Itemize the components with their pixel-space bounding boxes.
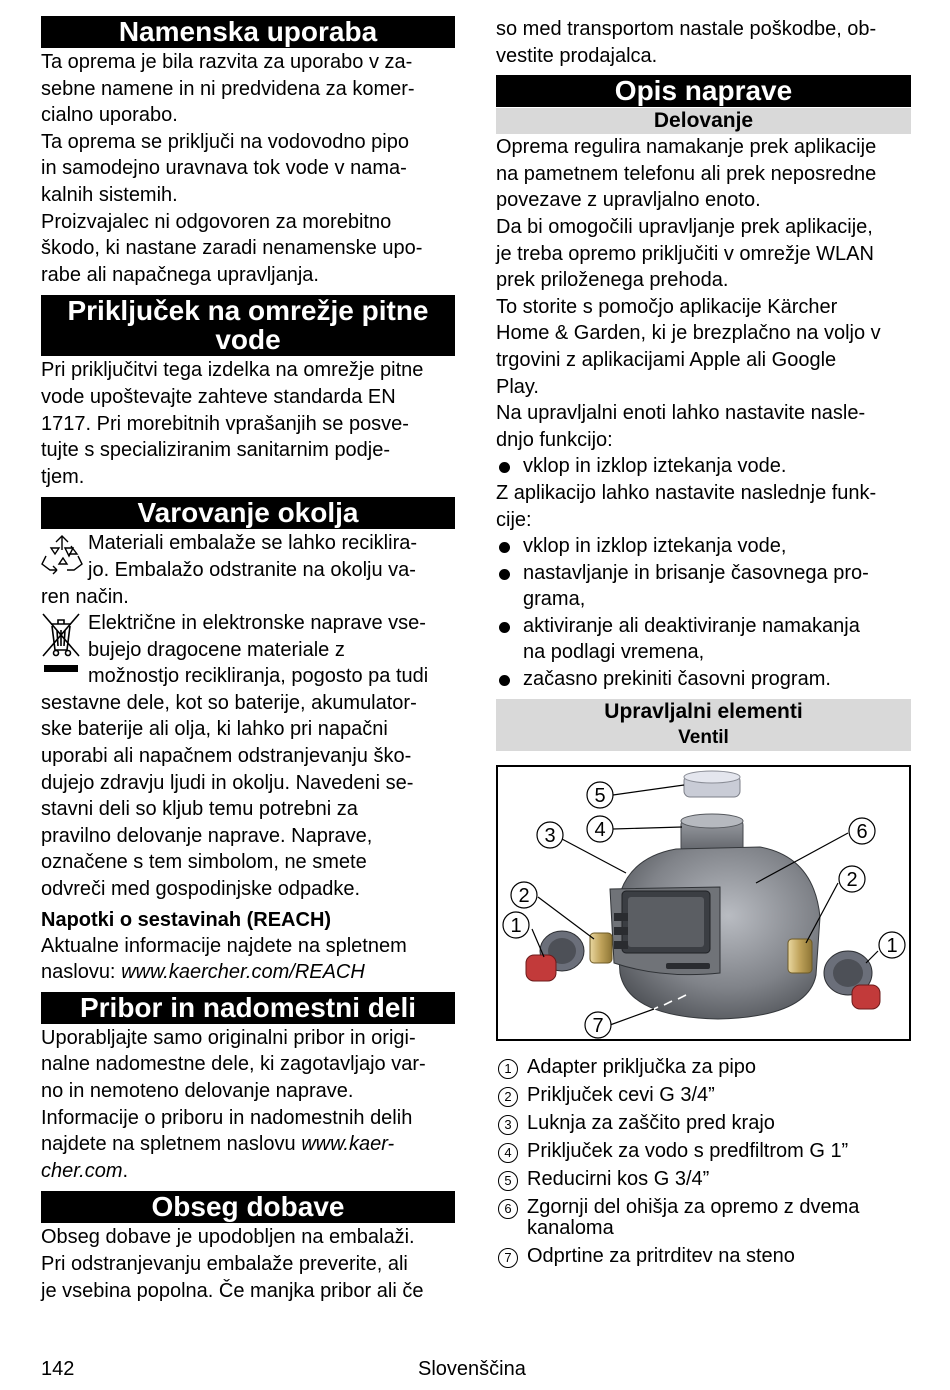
legend-number: 5	[498, 1171, 518, 1191]
text-line: tujte s specializiranim sanitarnim podje-	[41, 439, 391, 462]
text-line: Obseg dobave je upodobljen na embalaži.	[41, 1226, 415, 1249]
section-title-device-description: Opis naprave	[496, 75, 911, 107]
callout-label: 7	[592, 1014, 604, 1037]
text-line: Materiali embalaže se lahko reciklira-	[88, 532, 418, 555]
text-line: na pametnem telefonu ali prek neposredne	[496, 162, 877, 185]
bullet-icon	[499, 675, 510, 686]
text-line: cialno uporabo.	[41, 104, 178, 127]
text-line: rabe ali napačnega upravljanja.	[41, 263, 319, 286]
legend-text: Zgornji del ohišja za opremo z dvema kanaloma	[527, 1195, 860, 1239]
weee-note	[41, 610, 455, 690]
text-line: tjem.	[41, 465, 85, 488]
legend-text: Priključek za vodo s predfiltrom G 1”	[527, 1139, 849, 1162]
callout-1-left	[503, 912, 529, 938]
housing	[610, 847, 820, 1019]
list-item-text: vklop in izklop iztekanja vode.	[523, 455, 787, 478]
drinking-water-text	[41, 357, 455, 490]
legend-text: Odprtine za pritrditev na steno	[527, 1244, 795, 1267]
text-line: stavni deli so kljub temu potrebni za	[41, 798, 358, 821]
kaercher-link-part2[interactable]: cher.com	[41, 1159, 123, 1182]
text-line: dnjo funkcijo:	[496, 428, 613, 451]
legend-text: Luknja za zaščito pred krajo	[527, 1111, 775, 1134]
list-item	[496, 666, 911, 693]
callout-5	[587, 782, 613, 808]
app-functions	[496, 533, 911, 693]
list-item-text: vklop in izklop iztekanja vode,	[523, 535, 787, 558]
text-fragment: .	[122, 1159, 129, 1182]
left-connector	[526, 931, 612, 981]
section-title-environment: Varovanje okolja	[41, 497, 455, 529]
text-line: trgovini z aplikacijami Apple ali Google	[496, 348, 837, 371]
left-column	[41, 16, 455, 1304]
callout-3	[537, 822, 563, 848]
subsection-title-operation: Delovanje	[496, 108, 911, 134]
crossed-bin-icon	[41, 612, 81, 678]
callout-label: 1	[886, 934, 898, 957]
text-line: so med transportom nastale poškodbe, ob-	[496, 18, 877, 40]
language-label: Slovenščina	[418, 1358, 526, 1380]
text-line: To storite s pomočjo aplikacije Kärcher	[496, 295, 838, 318]
bullet-icon	[499, 622, 510, 633]
legend-number: 6	[498, 1199, 518, 1219]
section-title-drinking-water	[41, 295, 455, 356]
section-title-scope-of-delivery: Obseg dobave	[41, 1191, 455, 1223]
list-item	[496, 533, 911, 560]
callout-7	[585, 1012, 611, 1038]
control-unit-functions	[496, 453, 911, 480]
text-line: Na upravljalni enoti lahko nastavite nasle-	[496, 402, 866, 425]
text-line: ren način.	[41, 585, 129, 608]
intended-use-text	[41, 49, 455, 288]
legend-text: Priključek cevi G 3/4”	[527, 1083, 715, 1106]
accessories-url-line	[41, 1131, 455, 1158]
text-line: Oprema regulira namakanje prek aplikacije	[496, 136, 877, 159]
legend-number: 1	[498, 1059, 518, 1079]
page-number: 142	[41, 1358, 75, 1380]
text-line: Informacije o priboru in nadomestnih delih	[41, 1106, 413, 1129]
recycle-icon	[41, 534, 83, 576]
text-line: je vsebina popolna. Če manjka pribor ali če	[41, 1279, 424, 1302]
legend-item	[496, 1113, 911, 1134]
text-line: uporabi ali napačnem odstranjevanju ško-	[41, 745, 412, 768]
text-fragment: najdete na spletnem naslovu	[41, 1133, 302, 1156]
legend-number: 2	[498, 1087, 518, 1107]
text-line: vode upoštevajte zahteve standarda EN	[41, 385, 396, 408]
section-title-accessories: Pribor in nadomestni deli	[41, 992, 455, 1024]
reach-url-line	[41, 959, 455, 986]
callout-2-left	[511, 882, 537, 908]
text-line: odvreči med gospodinjske odpadke.	[41, 878, 361, 901]
text-line: Proizvajalec ni odgovoren za morebitno	[41, 210, 392, 233]
title-line: Priključek na omrežje pitne	[67, 295, 429, 327]
text-line: cije:	[496, 508, 532, 531]
text-fragment: naslovu:	[41, 961, 122, 984]
text-line: jo. Embalažo odstranite na okolju va-	[88, 558, 416, 581]
callout-label: 1	[510, 914, 522, 937]
list-item	[496, 453, 911, 480]
text-line: 1717. Pri morebitnih vprašanjih se posve-	[41, 412, 409, 435]
callout-4	[587, 816, 613, 842]
text-line: pravilno delovanje naprave. Naprave,	[41, 824, 373, 847]
bullet-icon	[499, 542, 510, 553]
bullet-icon	[499, 462, 510, 473]
legend-number: 3	[498, 1115, 518, 1135]
text-line: Ta oprema se priključi na vodovodno pipo	[41, 130, 409, 153]
text-line: Pri priključitvi tega izdelka na omrežje pitne	[41, 359, 424, 382]
text-line: kalnih sistemih.	[41, 183, 178, 206]
legend-text: Adapter priključka za pipo	[527, 1055, 757, 1078]
legend-item	[496, 1085, 911, 1106]
reach-heading: Napotki o sestavinah (REACH)	[41, 908, 332, 931]
callout-2-right	[839, 866, 865, 892]
text-line: možnostjo recikliranja, pogosto pa tudi	[88, 665, 429, 688]
callout-label: 2	[846, 868, 858, 891]
text-line: Home & Garden, ki je brezplačno na voljo v	[496, 322, 881, 345]
legend-item	[496, 1057, 911, 1078]
recycle-note	[41, 530, 455, 583]
callout-label: 5	[594, 784, 606, 807]
text-line: škodo, ki nastane zaradi nenamenske upo-	[41, 237, 423, 260]
legend-text: Reducirni kos G 3/4”	[527, 1167, 710, 1190]
text-line: bujejo dragocene materiale z	[88, 638, 345, 661]
text-line: Pri odstranjevanju embalaže preverite, ali	[41, 1252, 408, 1275]
list-item	[496, 613, 911, 666]
legend-number: 7	[498, 1248, 518, 1268]
legend-item	[496, 1141, 911, 1162]
text-line: sestavne dele, kot so baterije, akumulator-	[41, 691, 417, 714]
subsection-title-valve: Ventil	[496, 725, 911, 751]
reducer-part	[684, 771, 740, 797]
right-column	[496, 16, 911, 1274]
text-line: je treba opremo priključiti v omrežje WLAN	[496, 242, 874, 265]
text-line: Uporabljajte samo originalni pribor in origi-	[41, 1026, 416, 1049]
list-item-text: aktiviranje ali deaktiviranje namakanja	[523, 614, 860, 637]
accessories-url-line2	[41, 1158, 455, 1185]
text-line: sebne namene in ni predvidena za komer-	[41, 77, 415, 100]
callout-label: 6	[856, 820, 868, 843]
text-line: povezave z upravljalno enoto.	[496, 189, 761, 212]
text-line: Da bi omogočili upravljanje prek aplikacije,	[496, 215, 873, 238]
text-line: ske baterije ali olja, ki lahko pri napačni	[41, 718, 388, 741]
title-line: vode	[215, 324, 281, 356]
text-line: prek priloženega prehoda.	[496, 269, 729, 292]
text-line: Električne in elektronske naprave vse-	[88, 612, 426, 635]
valve-figure	[496, 765, 911, 1041]
callout-label: 4	[594, 818, 606, 841]
text-line: Z aplikacijo lahko nastavite naslednje funk-	[496, 481, 877, 504]
callout-label: 3	[544, 824, 556, 847]
text-line: Ta oprema je bila razvita za uporabo v za-	[41, 51, 413, 73]
list-item-text: začasno prekiniti časovni program.	[523, 668, 831, 691]
callout-6	[849, 818, 875, 844]
reach-link[interactable]: www.kaercher.com/REACH	[121, 961, 365, 984]
text-line: Aktualne informacije najdete na spletnem	[41, 934, 407, 957]
text-line: in samodejno uravnava tok vode v nama-	[41, 157, 407, 180]
list-item-text: na podlagi vremena,	[523, 641, 705, 664]
bullet-icon	[499, 569, 510, 580]
list-item-text: grama,	[523, 588, 586, 611]
text-line: no in nemoteno delovanje naprave.	[41, 1080, 354, 1102]
text-line: označene s tem simbolom, ne smete	[41, 851, 367, 874]
callout-1-right	[879, 932, 905, 958]
legend-number: 4	[498, 1143, 518, 1163]
valve-illustration	[498, 767, 909, 1039]
subsection-title-controls: Upravljalni elementi	[496, 699, 911, 725]
callout-label: 2	[518, 884, 530, 907]
text-line: nalne nadomestne dele, ki zagotavljajo var-	[41, 1053, 426, 1076]
list-item-text: nastavljanje in brisanje časovnega pro-	[523, 561, 869, 584]
text-line: dujejo zdravju ljudi in okolju. Navedeni se-	[41, 771, 414, 794]
section-title-intended-use: Namenska uporaba	[41, 16, 455, 48]
text-line: vestite prodajalca.	[496, 44, 658, 67]
legend-item	[496, 1169, 911, 1190]
legend-item	[496, 1197, 911, 1239]
figure-legend	[496, 1057, 911, 1267]
legend-item	[496, 1246, 911, 1267]
list-item	[496, 560, 911, 613]
kaercher-link-part1[interactable]: www.kaer-	[301, 1133, 395, 1156]
text-line: Play.	[496, 375, 539, 398]
